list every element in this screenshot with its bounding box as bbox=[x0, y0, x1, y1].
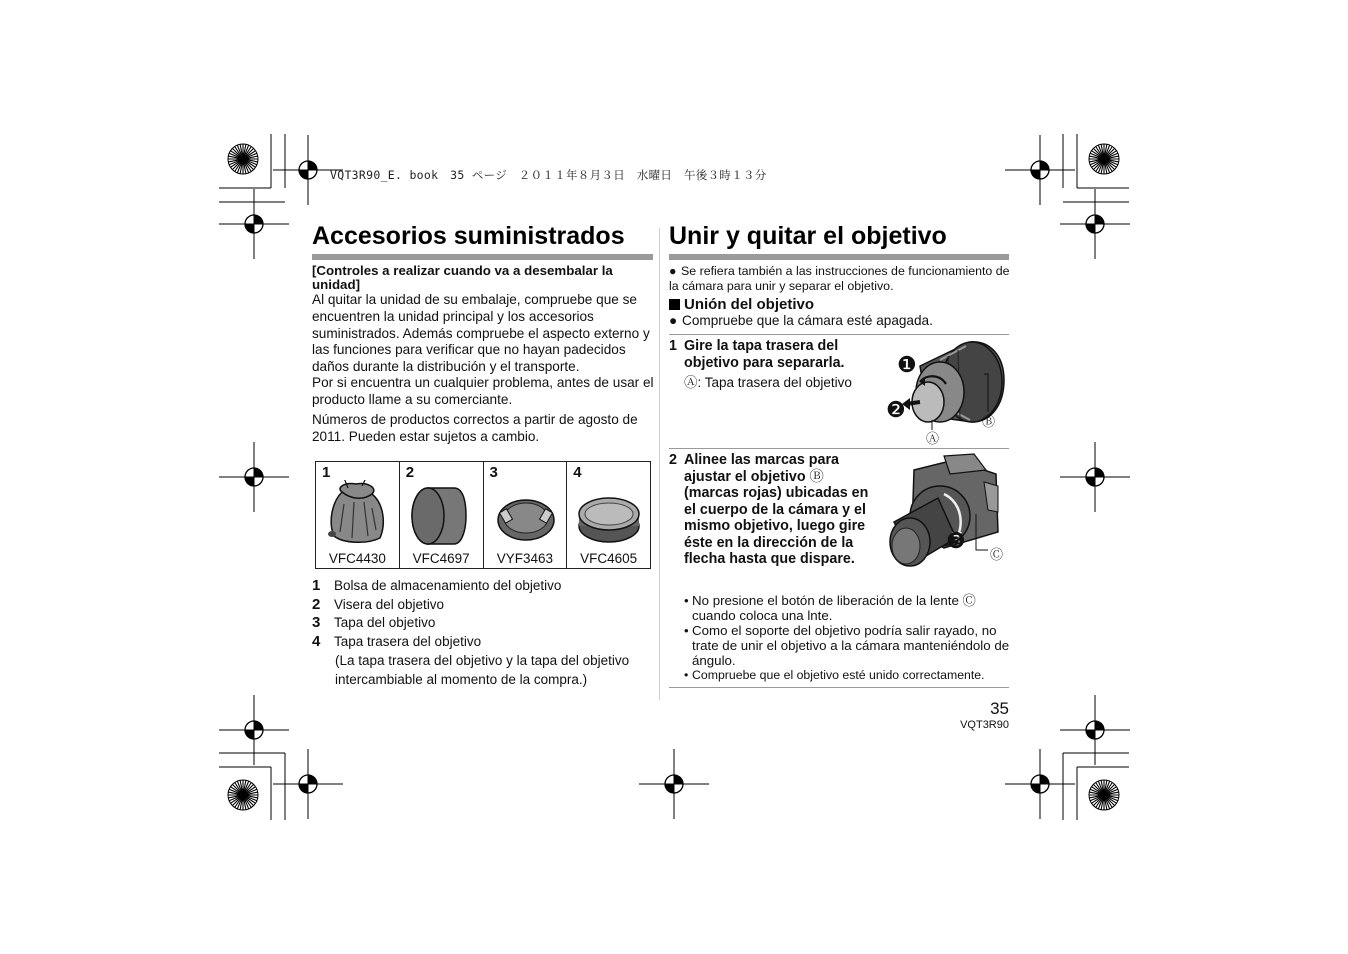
callout-b: Ⓑ bbox=[982, 414, 996, 429]
product-numbers-paragraph: Números de productos correctos a partir de agosto de 2011. Pueden estar sujetos a cambio. bbox=[312, 412, 638, 444]
accessory-number: 1 bbox=[322, 464, 331, 481]
accessories-table bbox=[315, 461, 651, 569]
step-separator bbox=[669, 448, 1009, 449]
step-marker-3: ❸ bbox=[946, 528, 966, 553]
accessory-code: VFC4697 bbox=[412, 551, 470, 566]
bottom-separator bbox=[669, 687, 1009, 688]
dealer-paragraph: Por si encuentra un cualquier problema, antes de usar el producto llame a su comerciante. bbox=[312, 375, 654, 407]
square-bullet-icon bbox=[669, 299, 680, 310]
note-text: Compruebe que el objetivo esté unido correctamente. bbox=[692, 668, 985, 682]
step-1-instruction: Gire la tapa trasera del objetivo para separarla. bbox=[684, 338, 845, 371]
accessory-number: 4 bbox=[573, 464, 582, 481]
page-title-accessories: Accesorios suministrados bbox=[312, 222, 625, 250]
accessory-cell bbox=[483, 462, 567, 569]
accessory-cell bbox=[316, 462, 400, 569]
accessory-cell bbox=[567, 462, 651, 569]
callout-c: Ⓒ bbox=[990, 547, 1004, 562]
accessory-cell bbox=[399, 462, 483, 569]
note-text: Como el soporte del objetivo podría salir rayado, no trate de unir el objetivo a la cámara manteniéndolo de ángulo. bbox=[692, 623, 1010, 668]
list-text: Visera del objetivo bbox=[334, 597, 445, 612]
list-number: 2 bbox=[312, 596, 321, 613]
notes-list bbox=[684, 593, 1010, 683]
step-marker-2: ❷ bbox=[886, 397, 906, 422]
list-number: 1 bbox=[312, 577, 321, 594]
step-1-number: 1 bbox=[669, 338, 677, 354]
column-divider bbox=[659, 228, 660, 700]
lens-cap-icon bbox=[490, 480, 562, 546]
accessory-code: VFC4605 bbox=[580, 551, 638, 566]
list-number: 4 bbox=[312, 633, 321, 650]
lens-hood-icon bbox=[406, 480, 478, 546]
section-heading-text: Unión del objetivo bbox=[684, 296, 814, 313]
note-text: No presione el botón de liberación de la lente Ⓒ cuando coloca una lnte. bbox=[692, 593, 976, 623]
lens-pouch-icon bbox=[322, 480, 394, 546]
list-item bbox=[312, 577, 561, 594]
step-2-instruction bbox=[684, 452, 876, 568]
document-code: VQT3R90 bbox=[960, 719, 1009, 731]
accessory-number: 2 bbox=[405, 464, 415, 481]
step-2-text-a: Alinee las marcas para ajustar el objetivo bbox=[684, 452, 839, 485]
step-1-note bbox=[684, 371, 852, 391]
callout-b: Ⓑ bbox=[809, 468, 824, 485]
lens-rear-cap-icon bbox=[573, 480, 645, 546]
power-off-check-text: Compruebe que la cámara esté apagada. bbox=[682, 313, 933, 328]
callout-a: Ⓐ bbox=[926, 431, 940, 446]
step-separator bbox=[669, 334, 1009, 335]
step-1-note-text: : Tapa trasera del objetivo bbox=[697, 375, 852, 390]
accessory-code: VYF3463 bbox=[496, 551, 554, 566]
list-item bbox=[312, 633, 481, 650]
list-item bbox=[312, 614, 435, 631]
title-underline bbox=[669, 254, 1009, 260]
accessory-number: 3 bbox=[489, 464, 498, 481]
page-number: 35 bbox=[990, 699, 1009, 718]
unpacking-paragraph: Al quitar la unidad de su embalaje, compruebe que se encuentren la unidad principal y los accesorios suministrados. Además compruebe el aspecto externo y las funciones para verificar que no hayan padecidos daños durante la distribución y el transporte. bbox=[312, 292, 650, 375]
title-underline bbox=[312, 254, 653, 260]
step-2-number: 2 bbox=[669, 452, 677, 468]
callout-a: Ⓐ bbox=[684, 375, 698, 390]
accessory-code: VFC4430 bbox=[328, 551, 386, 566]
list-text: Tapa trasera del objetivo bbox=[334, 634, 482, 649]
step-marker-1: ❶ bbox=[897, 352, 917, 377]
intro-bullet: ● Se refiera también a las instrucciones de funcionamiento de la cámara para unir y separar el objetivo. bbox=[669, 264, 1010, 293]
intro-bullet-text: Se refiera también a las instrucciones de funcionamiento de la cámara para unir y separar el objetivo. bbox=[669, 264, 1010, 293]
note-item: • Compruebe que el objetivo esté unido correctamente. bbox=[684, 668, 985, 682]
step-2-text-b: (marcas rojas) ubicadas en el cuerpo de la cámara y el mismo objetivo, luego gire éste en la dirección de la flecha hasta que dispare. bbox=[684, 485, 869, 567]
list-number: 3 bbox=[312, 614, 321, 631]
list-item bbox=[312, 596, 444, 613]
page-title-lens: Unir y quitar el objetivo bbox=[669, 222, 947, 250]
power-off-check: ● Compruebe que la cámara esté apagada. bbox=[669, 313, 933, 328]
list-text: Bolsa de almacenamiento del objetivo bbox=[334, 578, 562, 593]
print-file-info: VQT3R90_E. book 35 ページ ２０１１年８月３日 水曜日 午後３時１３分 bbox=[330, 168, 767, 182]
rear-cap-note: (La tapa trasera del objetivo y la tapa del objetivo intercambiable al momento de la compra.) bbox=[335, 653, 630, 687]
note-item: • Como el soporte del objetivo podría salir rayado, no trate de unir el objetivo a la cámara manteniéndolo de ángulo. bbox=[684, 623, 1010, 668]
section-heading bbox=[669, 296, 814, 313]
list-text: Tapa del objetivo bbox=[334, 615, 436, 630]
unpacking-subheading: [Controles a realizar cuando va a desembalar la unidad] bbox=[312, 263, 613, 292]
note-item: • No presione el botón de liberación de la lente Ⓒ cuando coloca una lnte. bbox=[684, 593, 1010, 623]
